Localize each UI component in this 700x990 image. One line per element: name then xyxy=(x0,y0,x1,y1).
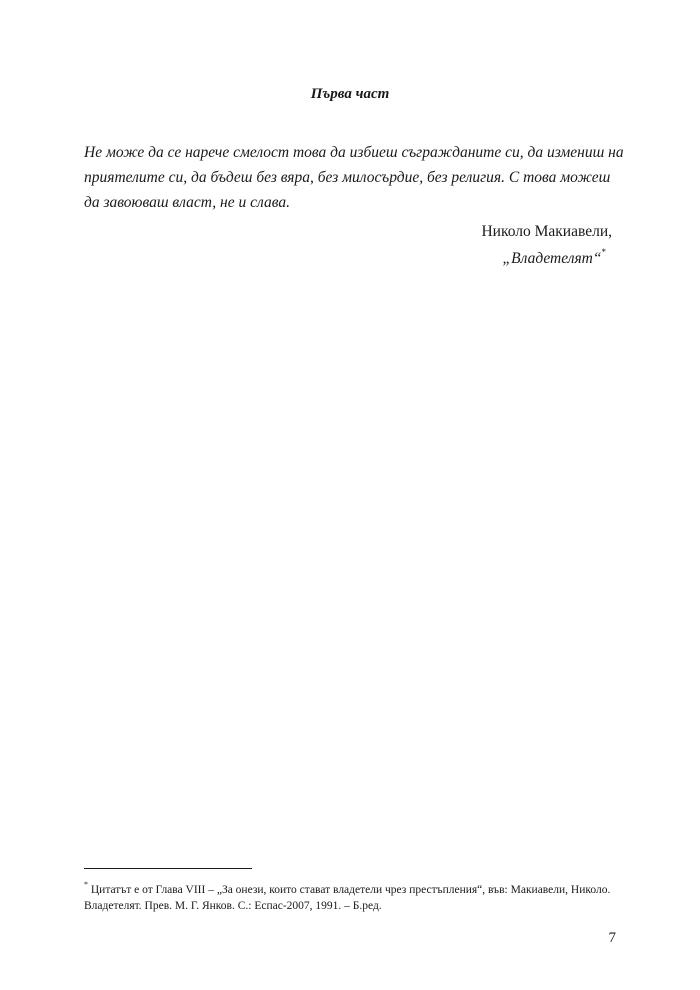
epigraph-quote: Не може да се нарече смелост това да избиеш съгражданите си, да измениш на приятелите си, да бъдеш без вяра, без милосърдие, без религия. С това можеш да завоюваш власт, не и слава. xyxy=(84,144,624,211)
footnote-separator xyxy=(84,868,252,869)
attribution-work-title: „Владетелят“ xyxy=(502,250,602,268)
epigraph-attribution xyxy=(481,220,612,270)
attribution-author: Николо Макиавели, xyxy=(481,223,612,240)
part-title: Първа част xyxy=(310,86,390,102)
page-number: 7 xyxy=(608,930,616,946)
attribution-work xyxy=(481,243,612,270)
footnote-marker: * xyxy=(84,880,88,889)
footnote-reference-marker: * xyxy=(601,247,606,257)
footnote xyxy=(84,878,624,914)
footnote-text: Цитатът е от Глава VIII – „За онези, които стават владетели чрез престъпления“, във: Макиавели, Николо. Владетелят. Прев. М. Г. Янков. С.: Еспас-2007, 1991. – Б.ред. xyxy=(84,883,611,912)
